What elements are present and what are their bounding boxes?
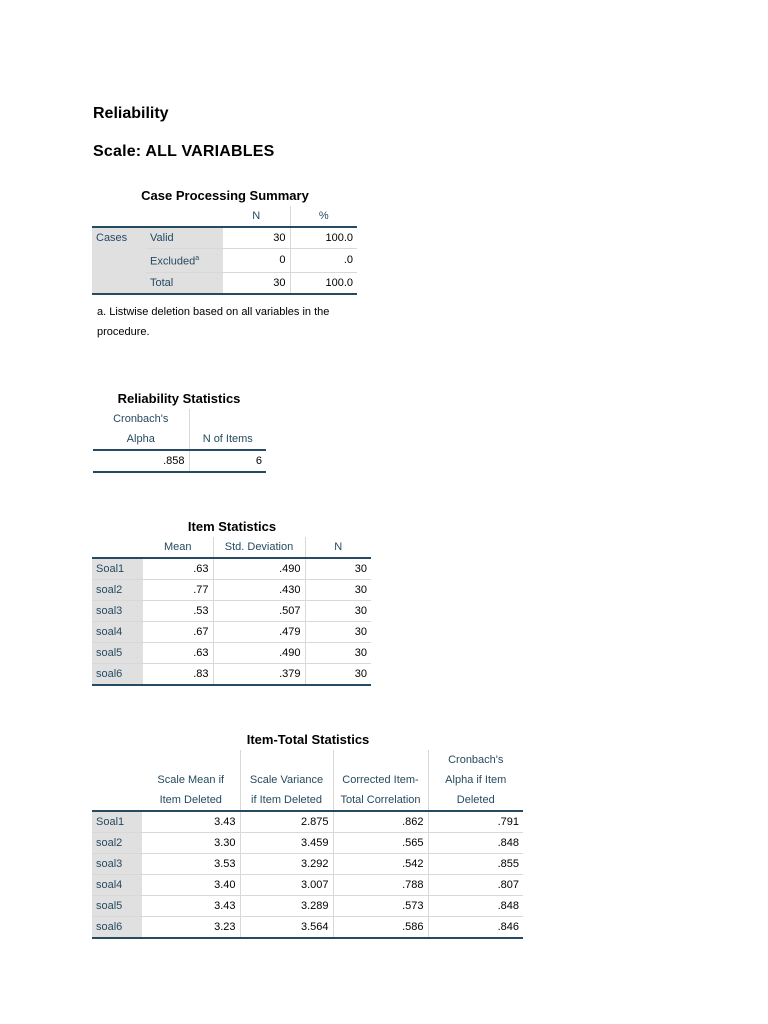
- cell-value: 100.0: [325, 276, 353, 289]
- item-stats-title: Item Statistics: [187, 519, 277, 534]
- table-row: [92, 811, 523, 833]
- cell-value: .586: [333, 917, 428, 939]
- row-label: soal4: [92, 875, 142, 896]
- cell-value: .855: [497, 858, 519, 870]
- cell-value: .63: [143, 643, 213, 664]
- cell-value: 30: [354, 563, 367, 575]
- row-label: soal5: [92, 643, 143, 664]
- cell-value: 6: [255, 455, 262, 467]
- cell-value: .848: [497, 837, 519, 849]
- table-row: [92, 643, 371, 664]
- cell-value: 30: [354, 668, 367, 680]
- item-total-stats-table: [92, 750, 523, 939]
- cell-value: .83: [143, 664, 213, 686]
- cell-value: .0: [343, 254, 353, 267]
- col-header-n: N: [334, 541, 343, 553]
- cell-value: .788: [333, 875, 428, 896]
- cell-value: 2.875: [240, 811, 333, 833]
- cell-value: 3.007: [240, 875, 333, 896]
- cell-value: .479: [213, 622, 305, 643]
- cell-value: .63: [143, 558, 213, 580]
- table-row: [92, 896, 523, 917]
- row-label: soal6: [92, 664, 143, 686]
- row-label: soal5: [92, 896, 142, 917]
- table-row: [92, 854, 523, 875]
- cell-value: 3.40: [142, 875, 240, 896]
- table-row: [92, 558, 371, 580]
- cell-value: 3.43: [142, 811, 240, 833]
- col-header-sd: Std. Deviation: [213, 537, 305, 558]
- col-header-percent: %: [318, 210, 329, 222]
- table-row: [92, 917, 523, 939]
- table-row: [92, 664, 371, 686]
- row-group-label: Cases: [92, 227, 146, 294]
- cell-value: 3.30: [142, 833, 240, 854]
- page-title: Reliability: [93, 105, 169, 122]
- cell-value: 100.0: [325, 232, 353, 244]
- cell-value: 30: [354, 647, 367, 659]
- footnote-marker: a: [195, 255, 200, 262]
- cell-value: .565: [333, 833, 428, 854]
- row-label: soal3: [92, 601, 143, 622]
- table-row: [92, 622, 371, 643]
- col-header-scale-mean: Scale Mean if: [142, 770, 240, 790]
- cell-value: .848: [497, 900, 519, 912]
- row-label: Excluded$^a$: [146, 249, 223, 273]
- cell-value: .490: [213, 643, 305, 664]
- row-label: Soal1: [92, 811, 142, 833]
- col-header-alpha-deleted: Cronbach's: [448, 754, 504, 766]
- case-processing-table: [92, 206, 357, 295]
- cell-value: .77: [143, 580, 213, 601]
- cell-value: 3.292: [240, 854, 333, 875]
- cell-value: .490: [213, 558, 305, 580]
- item-total-stats-title: Item-Total Statistics: [246, 732, 370, 747]
- reliability-stats-table: [93, 409, 267, 473]
- col-header-alpha-deleted: Alpha if Item: [445, 774, 507, 786]
- col-header-items: N of Items: [202, 433, 253, 445]
- cell-value: 30: [354, 605, 367, 617]
- cell-value: 3.43: [142, 896, 240, 917]
- col-header-scale-mean: Item Deleted: [142, 790, 240, 811]
- reliability-stats-title: Reliability Statistics: [117, 391, 241, 406]
- row-label: soal2: [92, 833, 142, 854]
- row-label: Valid: [146, 227, 223, 249]
- case-processing-title: Case Processing Summary: [141, 188, 309, 203]
- cell-value: 30: [223, 272, 290, 294]
- cell-value: .507: [213, 601, 305, 622]
- col-header-alpha-deleted: Deleted: [456, 794, 495, 806]
- table-row: [92, 580, 371, 601]
- row-label: soal3: [92, 854, 142, 875]
- cell-value: 0: [223, 249, 290, 273]
- cell-value: .791: [497, 816, 519, 828]
- table-row: [92, 875, 523, 896]
- scale-heading: Scale: ALL VARIABLES: [93, 143, 275, 160]
- row-label: soal6: [92, 917, 142, 939]
- cell-value: 3.23: [142, 917, 240, 939]
- cell-value: .379: [213, 664, 305, 686]
- cell-value: 3.289: [240, 896, 333, 917]
- item-stats-table: [92, 537, 371, 686]
- row-label: Total: [146, 272, 223, 294]
- col-header-scale-variance: Scale Variance: [240, 770, 333, 790]
- cell-value: .430: [213, 580, 305, 601]
- cell-value: 30: [354, 626, 367, 638]
- col-header-corrected-corr: Total Correlation: [333, 790, 428, 811]
- col-header-alpha: Cronbach's: [93, 409, 189, 429]
- cell-value: .542: [333, 854, 428, 875]
- col-header-corrected-corr: Corrected Item-: [333, 770, 428, 790]
- cell-value: .573: [333, 896, 428, 917]
- cell-value: 30: [354, 584, 367, 596]
- cell-value: .53: [143, 601, 213, 622]
- cell-value: .67: [143, 622, 213, 643]
- row-label: soal4: [92, 622, 143, 643]
- cell-value: .807: [497, 879, 519, 891]
- col-header-n: N: [223, 206, 290, 227]
- cell-value: .858: [93, 450, 189, 472]
- cell-value: 3.53: [142, 854, 240, 875]
- cell-value: .862: [333, 811, 428, 833]
- cell-value: .846: [497, 921, 519, 933]
- cell-value: 3.564: [240, 917, 333, 939]
- col-header-mean: Mean: [143, 537, 213, 558]
- row-label: Soal1: [92, 558, 143, 580]
- table-row: [92, 833, 523, 854]
- col-header-alpha: Alpha: [93, 429, 189, 450]
- cell-value: 30: [223, 227, 290, 249]
- table-row: [92, 601, 371, 622]
- row-label: soal2: [92, 580, 143, 601]
- col-header-scale-variance: if Item Deleted: [240, 790, 333, 811]
- table-footnote: a. Listwise deletion based on all variables in the procedure.: [97, 306, 330, 338]
- cell-value: 3.459: [240, 833, 333, 854]
